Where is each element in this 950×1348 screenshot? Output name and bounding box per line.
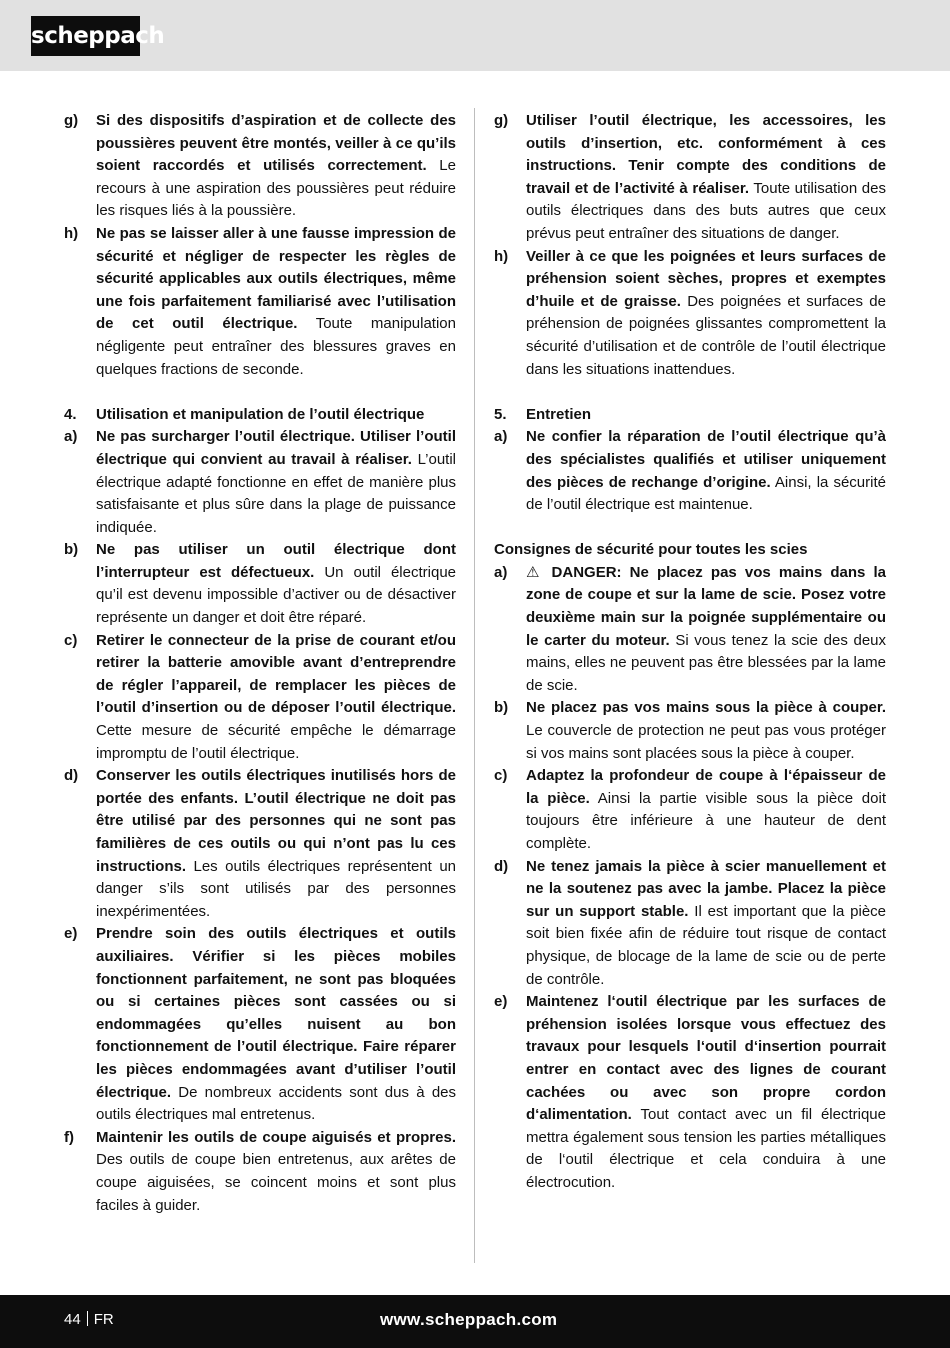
page-header [0, 0, 950, 71]
footer-separator [87, 1311, 88, 1326]
item-bold-text: Si des dispositifs d’aspiration et de collecte des poussières peuvent être montés, veiller à ce qu’ils soient raccordés et utilisés correctement. [96, 112, 456, 175]
item-bold-text: Ne pas utiliser un outil électrique dont l’interrupteur est défectueux. [96, 541, 456, 581]
list-item [64, 110, 456, 223]
item-bold-text: Prendre soin des outils électriques et outils auxiliaires. Vérifier si les pièces mobiles fonctionnent parfaitement, ne sont pas bloquées ou si certaines pièces sont cassées ou si endommagées qu’elles nuisent au bon fonctionnement de l’outil électrique. Faire réparer les pièces endommagées avant d’utiliser l’outil électrique. [96, 925, 456, 1101]
list-item [494, 246, 886, 382]
item-text: Ainsi, la sécurité de l’outil électrique est maintenue. [526, 473, 886, 514]
item-text: Ainsi la partie visible sous la pièce doit toujours être inférieure à une hauteur de dent complète. [526, 789, 886, 852]
item-bold-text: Ne pas se laisser aller à une fausse impression de sécurité et négliger de respecter les règles de sécurité applicables aux outils électriques, même une fois parfaitement familiarisé avec l’utilisation de cet outil électrique. [96, 224, 456, 333]
list-item [64, 223, 456, 381]
item-marker: c) [64, 631, 78, 649]
item-marker: f) [64, 1128, 74, 1146]
item-marker: b) [494, 699, 509, 717]
section-title: Utilisation et manipulation de l’outil électrique [96, 405, 425, 423]
item-bold-text: Ne placez pas vos mains sous la pièce à couper. [526, 699, 886, 717]
item-bold-text: Ne tenez jamais la pièce à scier manuellement et ne la soutenez pas avec la jambe. Placez la pièce sur un support stable. [526, 857, 886, 920]
saw-safety-heading: Consignes de sécurité pour toutes les scies [494, 541, 808, 559]
item-text: Toute utilisation des outils électriques dans des buts autres que ceux prévus peut entraîner des situations de danger. [526, 179, 886, 242]
item-marker: g) [64, 112, 79, 129]
item-marker: a) [64, 428, 78, 446]
item-text: Des poignées et surfaces de préhension de poignées glissantes compromettent la sécurité d’utilisation et de contrôle de l’outil électrique dans les situations inattendues. [526, 292, 886, 378]
item-text: Le recours à une aspiration des poussières peut réduire les risques liés à la poussière. [96, 157, 456, 220]
list-item [494, 110, 886, 246]
left-column [64, 110, 456, 1217]
item-text: Tout contact avec un fil électrique mettra également sous tension les parties métalliques de l‘outil électrique et cela conduira à une électrocution. [526, 1106, 886, 1191]
item-bold-text: Maintenez l‘outil électrique par les surfaces de préhension isolées lorsque vous effectuez des travaux pour lesquels l‘outil d‘insertion pourrait entrer en contact avec des lignes de courant cachées ou avec son propre cordon d‘alimentation. [526, 993, 886, 1124]
item-marker: d) [64, 767, 79, 785]
item-marker: h) [64, 224, 79, 242]
list-item [64, 1127, 456, 1217]
list-item [494, 562, 886, 698]
item-bold-text: Retirer le connecteur de la prise de courant et/ou retirer la batterie amovible avant d’entreprendre de régler l’appareil, de remplacer les pièces de l’outil d’insertion ou de déposer l’outil électrique. [96, 631, 456, 717]
section-heading [64, 404, 456, 427]
list-item [64, 765, 456, 923]
item-bold-text: Ne pas surcharger l’outil électrique. Utiliser l’outil électrique qui convient au travail à réaliser. [96, 428, 456, 468]
item-bold-text: DANGER: Ne placez pas vos mains dans la zone de coupe et sur la lame de scie. Posez votre deuxième main sur la poignée supplémentaire ou le carter du moteur. [526, 563, 886, 649]
list-item [494, 765, 886, 855]
page-footer [0, 1295, 950, 1348]
list-item [494, 426, 886, 516]
item-marker: b) [64, 541, 79, 559]
item-bold-text: Utiliser l’outil électrique, les accessoires, les outils d’insertion, etc. conformément à ces instructions. Tenir compte des conditions de travail et de l’activité à réaliser. [526, 112, 886, 197]
list-item [64, 426, 456, 539]
item-marker: c) [494, 767, 508, 785]
page-number: 44 [64, 1311, 81, 1328]
item-text: Toute manipulation négligente peut entraîner des blessures graves en quelques fractions de seconde. [96, 315, 456, 378]
item-text: De nombreux accidents sont dus à des outils électriques mal entretenus. [96, 1083, 456, 1124]
item-marker: e) [64, 925, 78, 943]
list-item [494, 697, 886, 765]
item-text: Cette mesure de sécurité empêche le démarrage impromptu de l’outil électrique. [96, 722, 456, 762]
item-bold-text: Maintenir les outils de coupe aiguisés et propres. [96, 1128, 456, 1146]
list-item [64, 923, 456, 1126]
item-marker: d) [494, 857, 509, 875]
section-heading [494, 404, 886, 427]
item-text: Les outils électriques représentent un danger s’ils sont utilisés par des personnes inexpérimentées. [96, 857, 456, 920]
item-text: Un outil électrique qu’il est devenu impossible d’activer ou de désactiver représente un danger et doit être réparé. [96, 563, 457, 627]
item-text: Il est important que la pièce soit bien fixée afin de réduire tout risque de contact physique, de blocage de la lame de scie ou de perte de contrôle. [526, 902, 887, 988]
item-text: L’outil électrique adapté fonctionne en effet de manière plus satisfaisante et plus sûre dans la plage de puissance indiquée. [96, 450, 456, 536]
website-url: www.scheppach.com [380, 1310, 558, 1329]
column-divider [474, 108, 475, 1263]
item-marker: h) [494, 247, 509, 265]
list-item [64, 539, 456, 629]
item-text: Des outils de coupe bien entretenus, aux arêtes de coupe aiguisées, se coincent moins et sont plus faciles à guider. [96, 1151, 456, 1214]
right-column [494, 110, 886, 1195]
language-code: FR [93, 1311, 114, 1328]
item-bold-text: Veiller à ce que les poignées et leurs surfaces de préhension soient sèches, propres et exemptes d’huile et de graisse. [526, 247, 886, 310]
item-marker: a) [494, 428, 508, 446]
section-number: 5. [494, 405, 507, 423]
list-item [494, 856, 886, 992]
page-number-label [64, 1295, 114, 1348]
section-title: Entretien [526, 405, 592, 423]
scheppach-logo [31, 16, 165, 56]
item-bold-text: Ne confier la réparation de l’outil électrique qu’à des spécialistes qualifiés et utiliser uniquement des pièces de rechange d’origine. [526, 428, 886, 491]
item-marker: e) [494, 993, 508, 1011]
item-text: Le couvercle de protection ne peut pas vous protéger si vos mains sont placées sous la pièce à couper. [526, 722, 886, 762]
item-text: Si vous tenez la scie des deux mains, elles ne peuvent pas être blessées par la lame de scie. [526, 631, 887, 694]
list-item [494, 991, 886, 1194]
item-marker: g) [494, 112, 509, 129]
list-item [64, 630, 456, 766]
item-marker: a) [494, 563, 508, 581]
item-bold-text: Adaptez la profondeur de coupe à l‘épaisseur de la pièce. [526, 767, 886, 807]
logo-text: scheppach [31, 23, 165, 49]
warning-triangle-icon: ⚠ [526, 563, 544, 581]
section-number: 4. [64, 405, 77, 423]
item-bold-text: Conserver les outils électriques inutilisés hors de portée des enfants. L’outil électrique ne doit pas être utilisé par des personnes qui ne sont pas familières de ces outils ou qui n’ont pas lu ces instructions. [96, 767, 456, 875]
